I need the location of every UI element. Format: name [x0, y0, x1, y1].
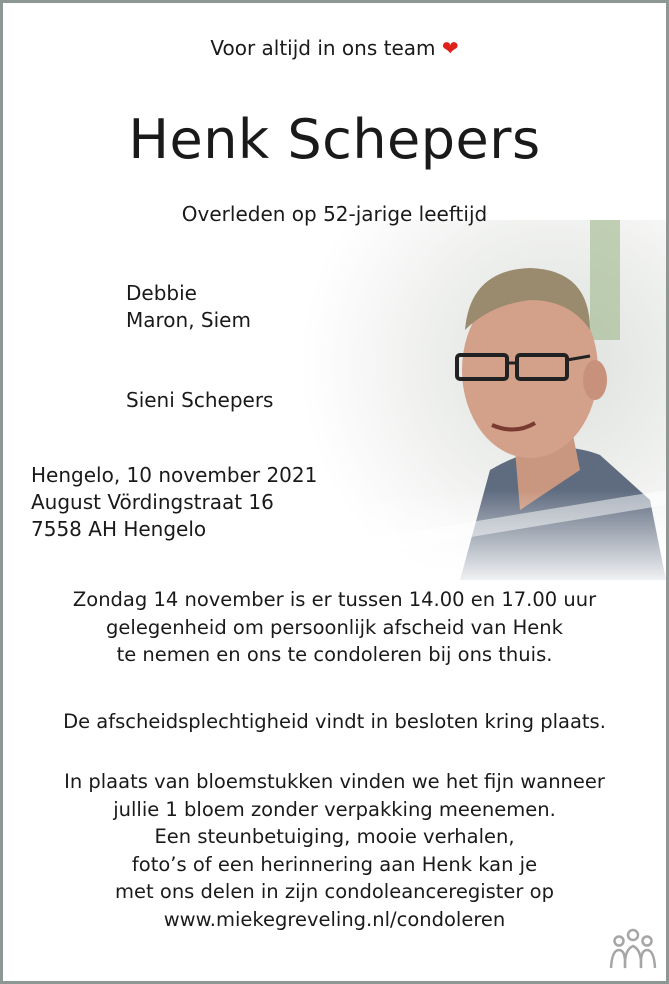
deceased-name: Henk Schepers — [128, 108, 541, 171]
condolence-link[interactable]: www.miekegreveling.nl/condoleren — [163, 907, 506, 931]
heart-icon: ❤ — [441, 36, 459, 60]
people-group-icon — [608, 928, 658, 970]
portrait-photo — [300, 220, 666, 580]
paragraph-ceremony: De afscheidsplechtigheid vindt in besloten kring plaats. — [63, 710, 606, 733]
place-date: Hengelo, 10 november 2021 — [31, 463, 318, 487]
family-member: Maron, Siem — [126, 308, 251, 332]
postal-city: 7558 AH Hengelo — [31, 517, 207, 541]
paragraph-visitation: Zondag 14 november is er tussen 14.00 en 17.00 uur gelegenheid om persoonlijk afscheid van Henk te nemen en ons te condoleren bij ons thuis. — [72, 588, 597, 666]
street: August Vördingstraat 16 — [31, 490, 274, 514]
paragraph-flowers: In plaats van bloemstukken vinden we het fijn wanneer jullie 1 bloem zonder verpakking meenemen. Een steunbetuiging, mooie verhalen, foto’s of een herinnering aan Henk kan je met ons delen in zijn condoleanceregister op www.miekegreveling.nl/condoleren — [0, 768, 669, 933]
address-block — [31, 462, 317, 543]
family-member: Debbie — [126, 281, 197, 305]
family-group-2 — [126, 387, 273, 414]
tagline: Voor altijd in ons team ❤ — [210, 36, 459, 60]
family-member: Sieni Schepers — [126, 388, 274, 412]
age-line: Overleden op 52-jarige leeftijd — [181, 202, 488, 226]
family-group-1 — [126, 280, 251, 334]
